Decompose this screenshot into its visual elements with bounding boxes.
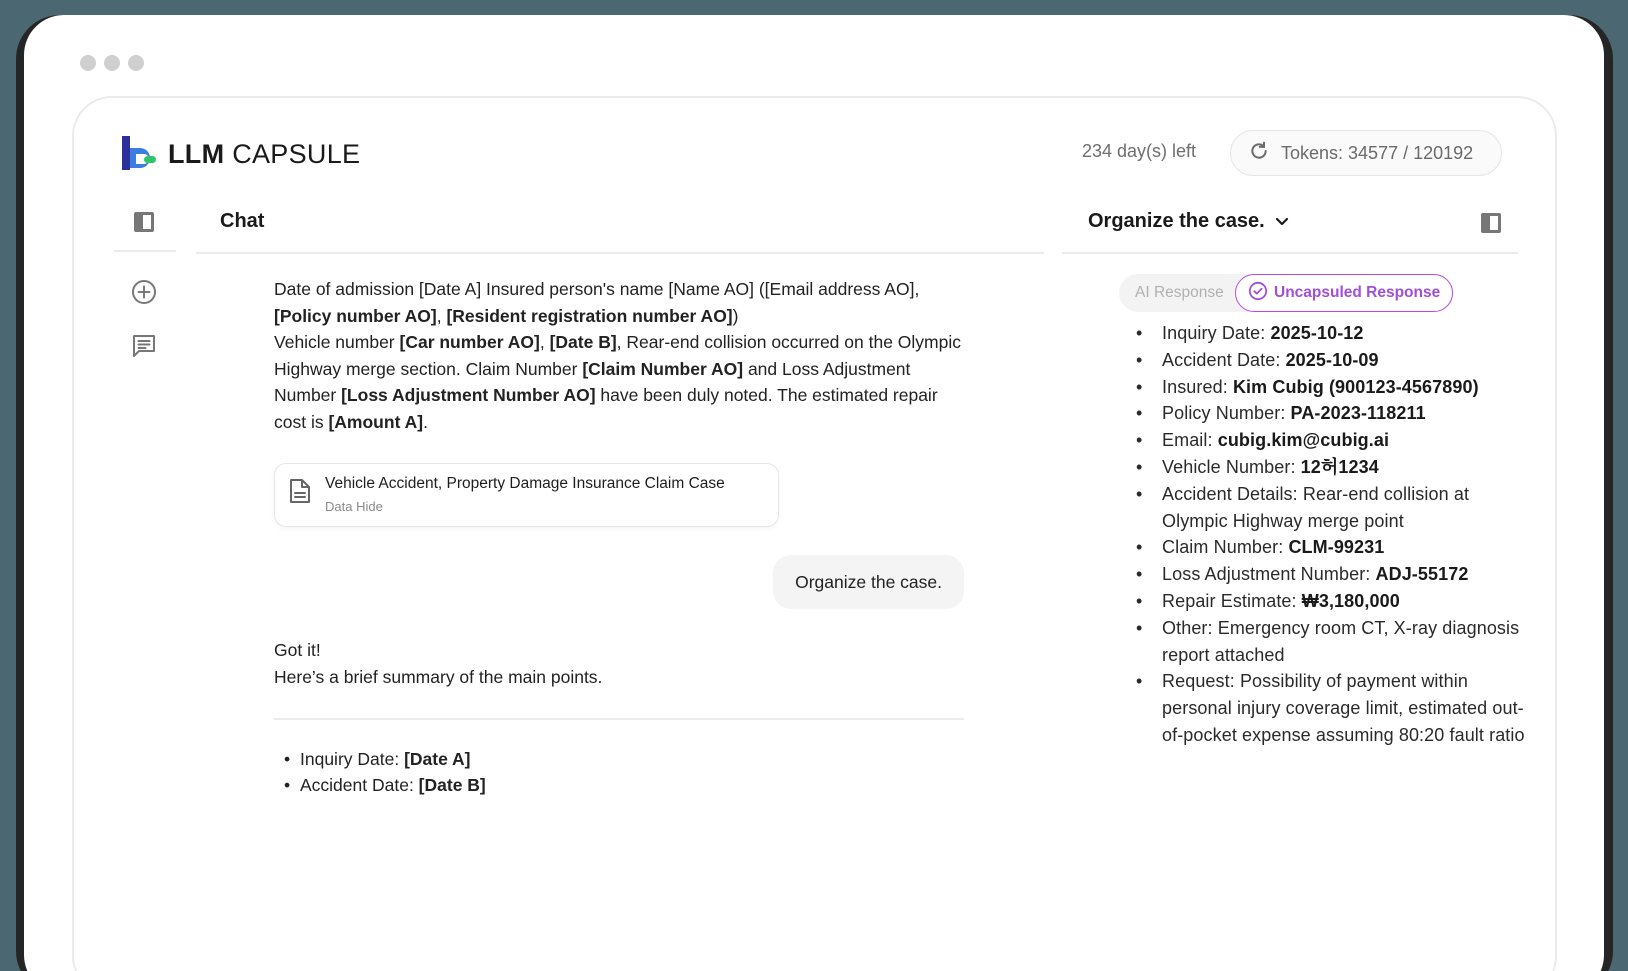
list-item bbox=[1126, 615, 1526, 669]
item-value: ADJ-55172 bbox=[1375, 564, 1469, 585]
refresh-icon bbox=[1249, 141, 1269, 166]
attachment-title: Vehicle Accident, Property Damage Insurance Claim Case bbox=[325, 475, 725, 492]
check-circle-icon bbox=[1248, 281, 1268, 306]
uncapsuled-list bbox=[1126, 320, 1526, 749]
context-message bbox=[274, 276, 964, 435]
masked-claim-number: [Claim Number AO] bbox=[582, 358, 744, 379]
item-label: Accident Date: bbox=[300, 775, 419, 795]
masked-date-b: [Date B] bbox=[549, 332, 617, 352]
vehicle-prefix: Vehicle number bbox=[274, 332, 400, 352]
item-value: [Date B] bbox=[418, 775, 486, 795]
list-item bbox=[1126, 374, 1526, 401]
chevron-down-icon bbox=[1275, 210, 1289, 233]
right-panel-header bbox=[1062, 198, 1518, 254]
days-left-label: 234 day(s) left bbox=[1082, 141, 1197, 161]
separator: , bbox=[436, 305, 447, 326]
item-label: Loss Adjustment Number: bbox=[1162, 564, 1376, 585]
list-item bbox=[1126, 320, 1526, 347]
item-label: Accident Details: Rear-end collision at Olympic Highway merge point bbox=[1162, 483, 1470, 531]
brand-name-light: CAPSULE bbox=[232, 138, 361, 169]
claim-suffix: and Loss Adjustment Number bbox=[274, 358, 911, 405]
response-selector-dropdown[interactable] bbox=[1088, 210, 1289, 233]
item-value: CLM-99231 bbox=[1288, 537, 1385, 558]
item-label: Email: bbox=[1162, 430, 1218, 451]
attachment-card[interactable] bbox=[274, 463, 779, 527]
masked-amount: [Amount A] bbox=[328, 411, 424, 432]
period: . bbox=[423, 411, 428, 432]
item-label: Vehicle Number: bbox=[1162, 456, 1301, 477]
panel-toggle-icon bbox=[1480, 212, 1502, 239]
new-chat-button[interactable] bbox=[130, 280, 158, 308]
chat-message-icon bbox=[131, 333, 157, 364]
list-item bbox=[274, 772, 964, 799]
close-dot[interactable] bbox=[80, 55, 96, 71]
user-message-row bbox=[274, 555, 964, 609]
vehicle-suffix: , Rear-end collision occurred on the Olympic Highway merge section. Claim Number bbox=[274, 332, 961, 379]
context-line-1: Date of admission [Date A] Insured person's name [Name AO] ([Email address AO], bbox=[274, 279, 920, 299]
tab-uncapsuled-response[interactable] bbox=[1235, 274, 1453, 312]
uncapsuled-label: Uncapsuled Response bbox=[1274, 284, 1441, 301]
list-item bbox=[274, 746, 964, 773]
user-message-bubble: Organize the case. bbox=[773, 555, 964, 609]
item-value: ₩3,180,000 bbox=[1301, 590, 1400, 611]
item-label: Policy Number: bbox=[1162, 403, 1291, 424]
brand-name-bold: LLM bbox=[168, 138, 225, 169]
item-value: Kim Cubig (900123-4567890) bbox=[1232, 376, 1479, 397]
masked-loss-number: [Loss Adjustment Number AO] bbox=[341, 385, 596, 405]
sidebar-toggle-icon bbox=[133, 211, 155, 238]
chat-history-button[interactable] bbox=[130, 334, 158, 362]
tokens-label: Tokens: 34577 / 120192 bbox=[1281, 142, 1474, 163]
item-label: Other: Emergency room CT, X-ray diagnosis report attached bbox=[1162, 617, 1520, 665]
toggle-right-panel-button[interactable] bbox=[1476, 210, 1506, 240]
brand-logo bbox=[122, 134, 360, 174]
masked-policy-number: [Policy number AO] bbox=[274, 305, 437, 326]
token-usage-button[interactable] bbox=[1230, 130, 1502, 176]
list-item bbox=[1126, 481, 1526, 535]
item-value: 2025-10-09 bbox=[1285, 349, 1379, 370]
window-controls bbox=[80, 55, 144, 71]
chat-header bbox=[196, 198, 1044, 254]
list-item bbox=[1126, 668, 1526, 748]
separator: , bbox=[539, 332, 550, 352]
list-item bbox=[1126, 454, 1526, 481]
item-label: Accident Date: bbox=[1162, 349, 1286, 370]
chat-conversation bbox=[274, 276, 964, 799]
list-item bbox=[1126, 347, 1526, 374]
reply-summary-list bbox=[274, 746, 964, 799]
close-paren: ) bbox=[732, 305, 739, 326]
rail-divider bbox=[114, 250, 176, 252]
list-item bbox=[1126, 400, 1526, 427]
item-value: 2025-10-12 bbox=[1270, 323, 1364, 343]
reply-line-2: Here’s a brief summary of the main points. bbox=[274, 666, 603, 687]
attachment-subtitle: Data Hide bbox=[325, 499, 383, 514]
uncapsuled-response bbox=[1126, 320, 1526, 749]
left-rail bbox=[114, 198, 176, 898]
right-panel-title: Organize the case. bbox=[1088, 210, 1265, 232]
item-label: Repair Estimate: bbox=[1162, 590, 1302, 611]
item-value: 12허1234 bbox=[1300, 456, 1379, 477]
list-item bbox=[1126, 534, 1526, 561]
chat-title: Chat bbox=[220, 210, 265, 232]
plus-circle-icon bbox=[131, 279, 157, 310]
app-container bbox=[72, 96, 1557, 971]
minimize-dot[interactable] bbox=[104, 55, 120, 71]
response-type-toggle bbox=[1119, 274, 1454, 312]
reply-line-1: Got it! bbox=[274, 640, 321, 660]
item-label: Insured: bbox=[1162, 376, 1233, 397]
list-item bbox=[1126, 427, 1526, 454]
masked-resident-number: [Resident registration number AO] bbox=[446, 305, 733, 326]
brand-name bbox=[168, 139, 360, 170]
item-label: Claim Number: bbox=[1162, 537, 1289, 558]
item-label: Request: Possibility of payment within personal injury coverage limit, estimated out-of-pocket expense assuming 80:20 fault ratio bbox=[1162, 671, 1525, 745]
reply-divider bbox=[274, 718, 964, 720]
item-label: Inquiry Date: bbox=[300, 748, 405, 769]
loss-suffix: have been duly noted. The estimated repair cost is bbox=[274, 385, 938, 432]
ai-reply bbox=[274, 637, 964, 799]
item-value: [Date A] bbox=[404, 748, 471, 769]
maximize-dot[interactable] bbox=[128, 55, 144, 71]
masked-car-number: [Car number AO] bbox=[399, 332, 540, 352]
item-value: cubig.kim@cubig.ai bbox=[1217, 430, 1390, 451]
document-icon bbox=[289, 478, 311, 512]
toggle-sidebar-button[interactable] bbox=[130, 210, 158, 238]
llm-capsule-logo-icon bbox=[122, 136, 158, 172]
list-item bbox=[1126, 561, 1526, 588]
list-item bbox=[1126, 588, 1526, 615]
item-label: Inquiry Date: bbox=[1162, 323, 1271, 343]
item-value: PA-2023-118211 bbox=[1290, 403, 1426, 424]
tab-ai-response[interactable]: AI Response bbox=[1135, 284, 1224, 301]
